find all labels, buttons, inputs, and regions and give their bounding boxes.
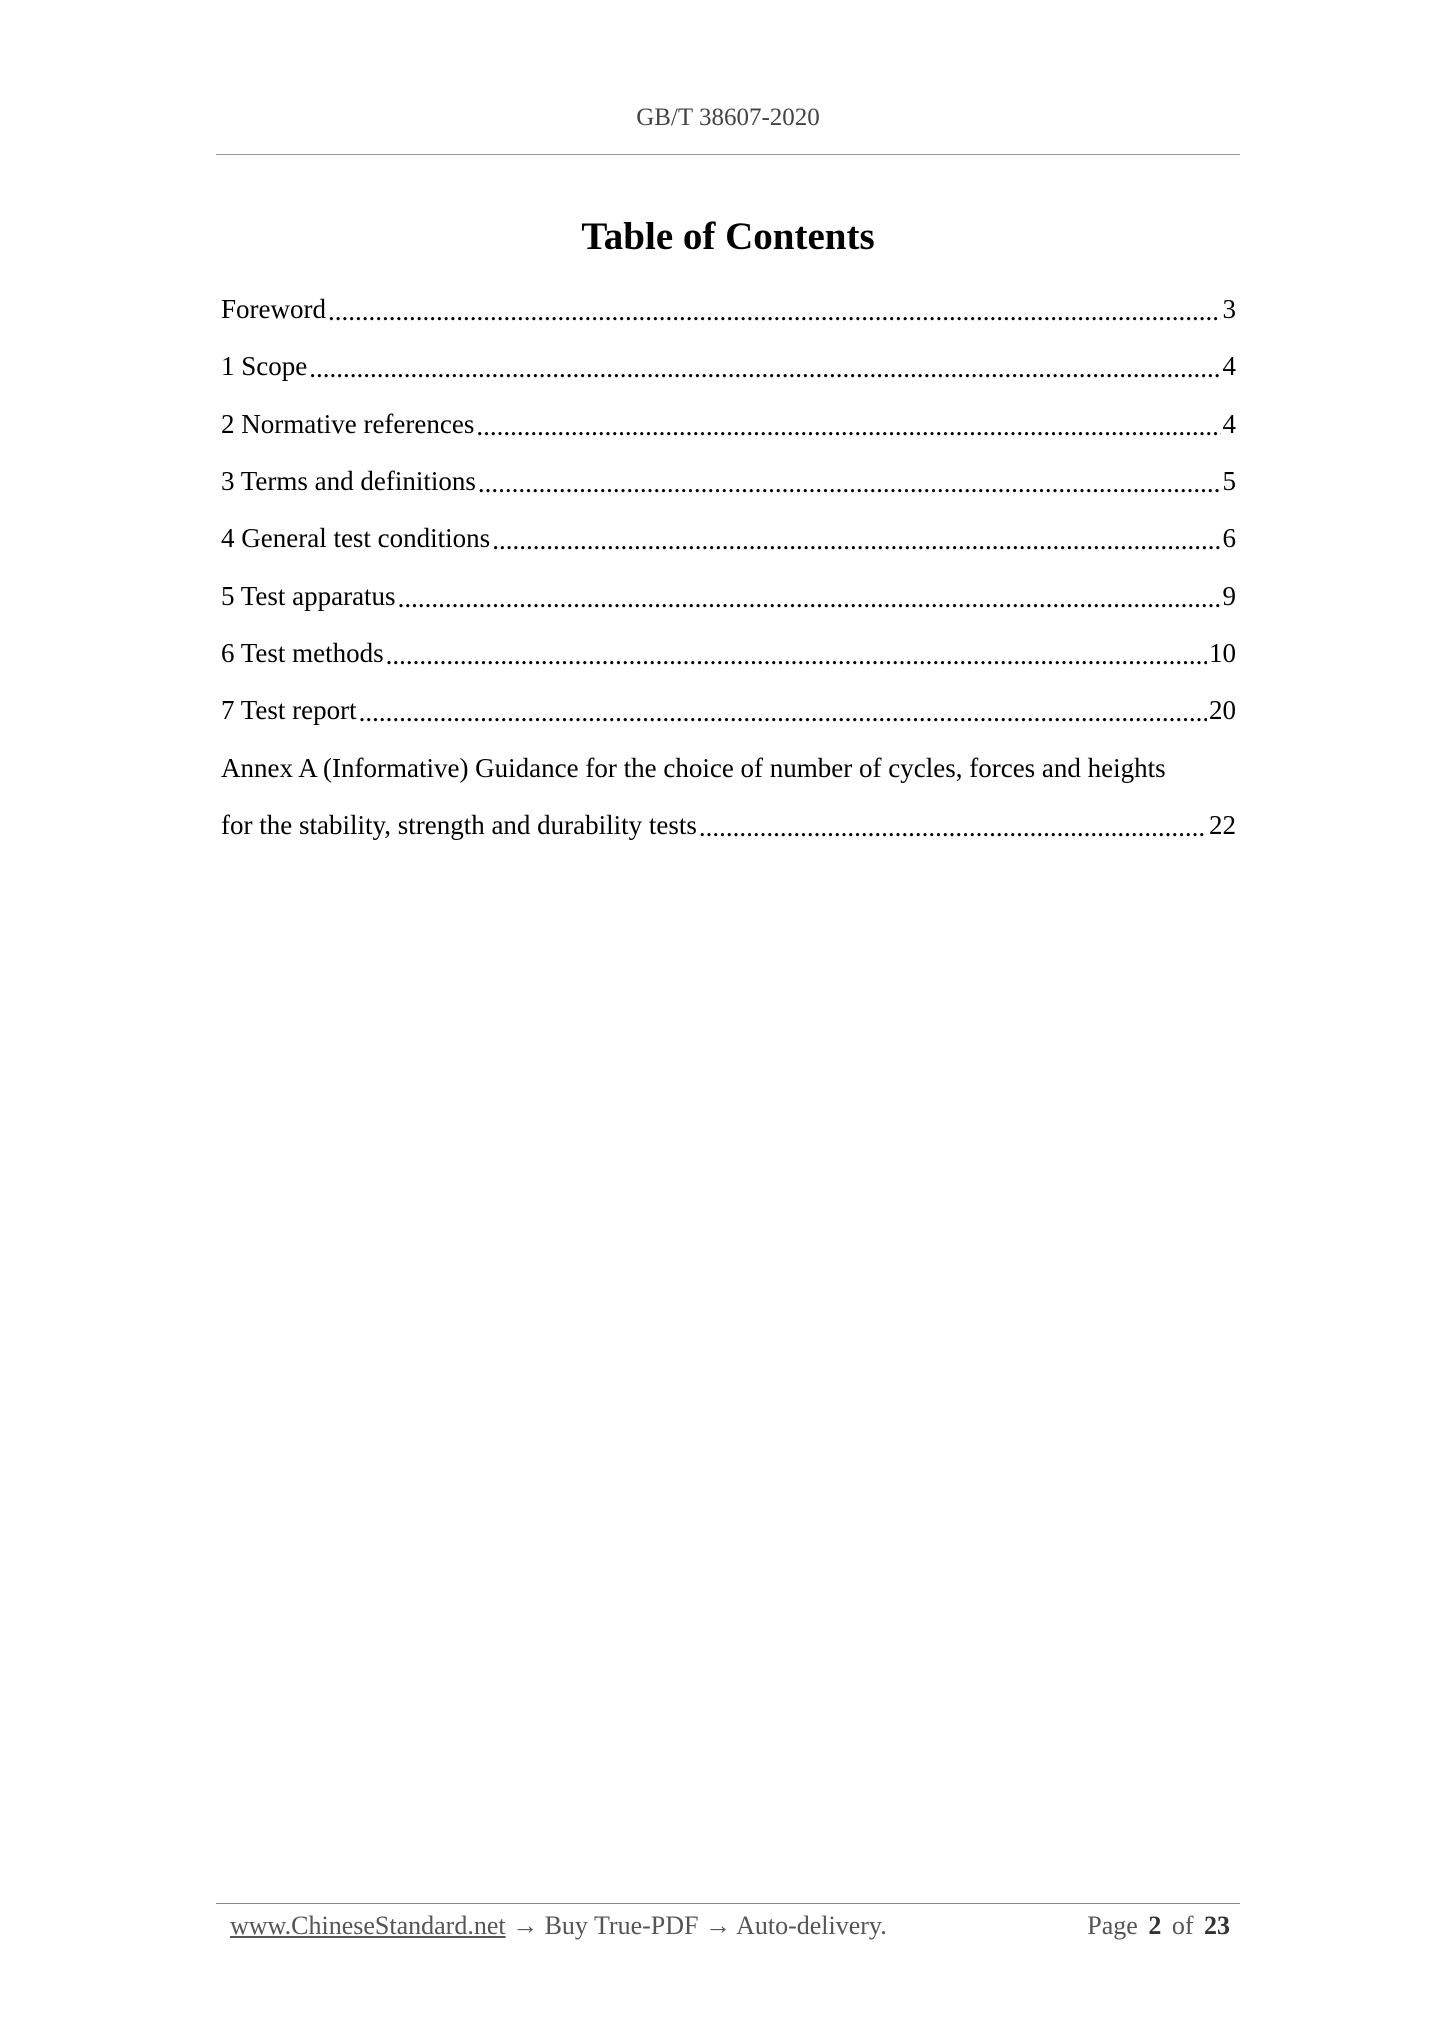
toc-entry-label: 6 Test methods <box>221 637 384 668</box>
page-word: Page <box>1087 1911 1138 1940</box>
of-word: of <box>1171 1911 1194 1940</box>
toc-leader-dots <box>492 525 1220 556</box>
toc-entry-label: 5 Test apparatus <box>221 580 396 611</box>
toc-leader-dots <box>359 697 1207 728</box>
running-header: GB/T 38607-2020 <box>636 104 820 131</box>
delivery-text: Auto-delivery. <box>736 1911 887 1940</box>
toc-entry-label: for the stability, strength and durability tests <box>221 809 697 840</box>
toc-entry-page: 4 <box>1222 351 1236 382</box>
toc-entry-page: 9 <box>1222 580 1236 611</box>
toc-entry-normative-references[interactable] <box>221 396 1236 453</box>
footer-promo <box>230 1911 887 1941</box>
header-divider <box>216 154 1240 155</box>
toc-entry-foreword[interactable] <box>221 281 1236 338</box>
toc-entry-page: 10 <box>1209 637 1236 668</box>
website-link[interactable]: www.ChineseStandard.net <box>230 1911 506 1940</box>
toc-entry-scope[interactable] <box>221 338 1236 395</box>
toc-leader-dots <box>699 812 1207 843</box>
toc-entry-page: 22 <box>1209 809 1236 840</box>
toc-entry-test-apparatus[interactable] <box>221 567 1236 624</box>
table-of-contents <box>221 281 1236 854</box>
toc-entry-annex-a-line1[interactable] <box>221 739 1236 796</box>
toc-leader-dots <box>309 353 1220 384</box>
toc-leader-dots <box>478 468 1221 499</box>
toc-entry-terms-and-definitions[interactable] <box>221 453 1236 510</box>
toc-entry-label: 4 General test conditions <box>221 523 491 554</box>
toc-entry-label: 1 Scope <box>221 351 308 382</box>
toc-leader-dots <box>476 411 1220 442</box>
toc-entry-label: Foreword <box>221 294 326 325</box>
toc-leader-dots <box>386 640 1207 671</box>
page-footer <box>230 1911 1230 1941</box>
toc-entry-page: 6 <box>1222 523 1236 554</box>
buy-text: Buy True-PDF <box>544 1911 699 1940</box>
toc-entry-page: 5 <box>1222 466 1236 497</box>
total-pages-number: 23 <box>1204 1911 1230 1940</box>
toc-leader-dots <box>328 296 1221 327</box>
toc-entry-page: 20 <box>1209 695 1236 726</box>
toc-entry-test-report[interactable] <box>221 682 1236 739</box>
toc-title: Table of Contents <box>581 215 875 258</box>
toc-leader-dots <box>398 583 1221 614</box>
toc-entry-label: 2 Normative references <box>221 408 475 439</box>
current-page-number: 2 <box>1148 1911 1162 1940</box>
toc-entry-general-test-conditions[interactable] <box>221 510 1236 567</box>
toc-entry-label: 7 Test report <box>221 695 357 726</box>
toc-entry-label: 3 Terms and definitions <box>221 466 476 497</box>
footer-divider <box>216 1903 1240 1904</box>
page-indicator <box>1083 1911 1230 1941</box>
arrow-icon: → <box>705 1911 731 1940</box>
toc-entry-label: Annex A (Informative) Guidance for the choice of number of cycles, forces and heights <box>221 752 1166 783</box>
toc-entry-test-methods[interactable] <box>221 625 1236 682</box>
toc-entry-page: 4 <box>1222 408 1236 439</box>
toc-entry-page: 3 <box>1222 294 1236 325</box>
arrow-icon: → <box>512 1911 539 1940</box>
toc-entry-annex-a-line2[interactable] <box>221 797 1236 854</box>
